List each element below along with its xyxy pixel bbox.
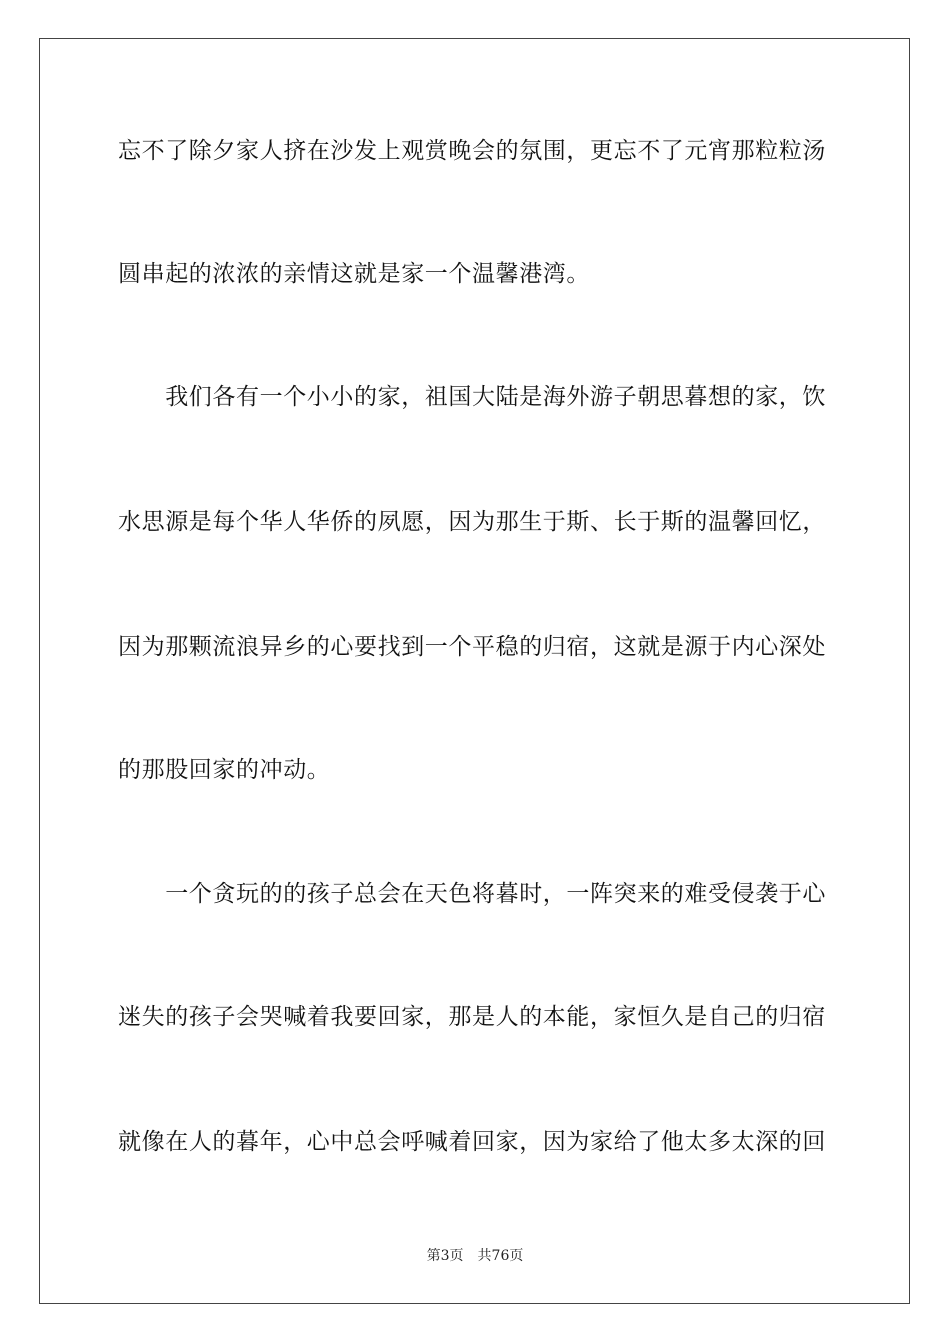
text-line: 就像在人的暮年，心中总会呼喊着回家，因为家给了他太多太深的回 <box>118 1129 826 1155</box>
page-number: 第3页 <box>426 1248 464 1264</box>
text-line: 忘不了除夕家人挤在沙发上观赏晚会的氛围，更忘不了元宵那粒粒汤 <box>118 138 826 164</box>
text-line: 我们各有一个小小的家，祖国大陆是海外游子朝思暮想的家，饮 <box>118 384 826 410</box>
page-footer <box>0 1246 950 1266</box>
text-line: 因为那颗流浪异乡的心要找到一个平稳的归宿，这就是源于内心深处 <box>118 634 826 660</box>
text-line: 圆串起的浓浓的亲情这就是家一个温馨港湾。 <box>118 261 590 287</box>
text-line: 的那股回家的冲动。 <box>118 757 331 783</box>
text-line: 迷失的孩子会哭喊着我要回家，那是人的本能，家恒久是自己的归宿 <box>118 1004 826 1030</box>
text-line: 一个贪玩的的孩子总会在天色将暮时，一阵突来的难受侵袭于心 <box>118 881 826 907</box>
page-frame <box>39 38 910 1304</box>
total-pages: 共76页 <box>477 1248 524 1264</box>
text-line: 水思源是每个华人华侨的夙愿，因为那生于斯、长于斯的温馨回忆， <box>118 509 826 535</box>
